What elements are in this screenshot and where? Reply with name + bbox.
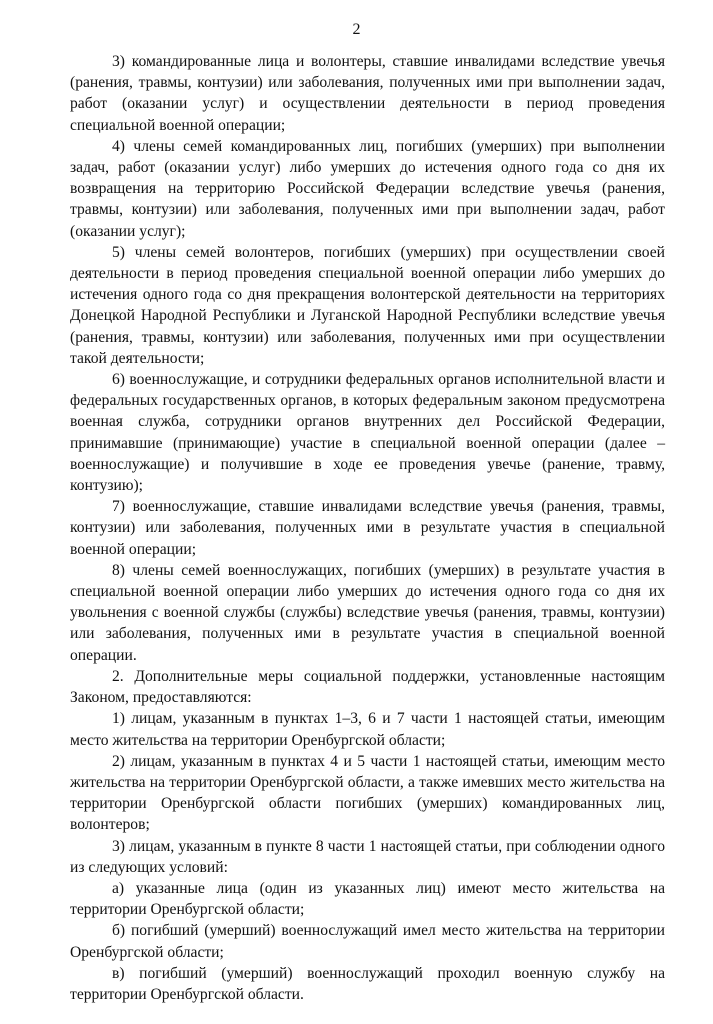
paragraph-condition-b: б) погибший (умерший) военнослужащий имел место жительства на территории Оренбургской области; [70,922,665,961]
paragraph-condition-a: а) указанные лица (один из указанных лиц) имеют место жительства на территории Оренбургской области; [70,879,665,919]
paragraph-part-2: 2. Дополнительные меры социальной поддержки, установленные настоящим Законом, предоставляются: [70,667,665,707]
paragraph-subitem-3: 3) лицам, указанным в пункте 8 части 1 настоящей статьи, при соблюдении одного из следующих условий: [70,837,665,876]
paragraph-item-4: 4) члены семей командированных лиц, погибших (умерших) при выполнении задач, работ (оказании услуг) либо умерших до истечения одного года со дня их возвращения на территорию Российской Федерации вследствие увечья (ранения, травмы, контузии) или заболевания, полученных ими при выполнении задач, работ (оказании услуг); [70,137,665,240]
paragraph-item-3: 3) командированные лица и волонтеры, ставшие инвалидами вследствие увечья (ранения, травмы, контузии) или заболевания, полученных ими при выполнении задач, работ (оказании услуг) и осуществлении деятельности в период проведения специальной военной операции; [70,53,665,134]
paragraph-subitem-1: 1) лицам, указанным в пунктах 1–3, 6 и 7 части 1 настоящей статьи, имеющим место жительства на территории Оренбургской области; [70,710,665,749]
document-body [70,51,665,1005]
paragraph-condition-v: в) погибший (умерший) военнослужащий проходил военную службу на территории Оренбургской области. [70,964,665,1003]
paragraph-item-6: 6) военнослужащие, и сотрудники федеральных органов исполнительной власти и федеральных государственных органов, в которых федеральным законом предусмотрена военная служба, сотрудники органов внутренних дел Российской Федерации, принимавшие (принимающие) участие в специальной военной операции (далее – военнослужащие) и получившие в ходе ее проведения увечье (ранение, травму, контузию); [70,371,665,495]
paragraph-item-7: 7) военнослужащие, ставшие инвалидами вследствие увечья (ранения, травмы, контузии) или заболевания, полученных ими в результате участия в специальной военной операции; [70,498,665,558]
page-number: 2 [352,21,361,38]
paragraph-item-5: 5) члены семей волонтеров, погибших (умерших) при осуществлении своей деятельности в период проведения специальной военной операции либо умерших до истечения одного года со дня прекращения волонтерской деятельности на территориях Донецкой Народной Республики и Луганской Народной Республики вследствие увечья (ранения, травмы, контузии) или заболевания, полученных ими при осуществлении такой деятельности; [70,243,665,367]
paragraph-item-8: 8) члены семей военнослужащих, погибших (умерших) в результате участия в специальной военной операции либо умерших до истечения одного года со дня их увольнения с военной службы (службы) вследствие увечья (ранения, травмы, контузии) или заболевания, полученных ими в результате участия в специальной военной операции. [70,561,665,664]
paragraph-subitem-2: 2) лицам, указанным в пунктах 4 и 5 части 1 настоящей статьи, имеющим место жительства на территории Оренбургской области, а также имевших место жительства на территории Оренбургской области погибших (умерших) командированных лиц, волонтеров; [70,752,665,834]
